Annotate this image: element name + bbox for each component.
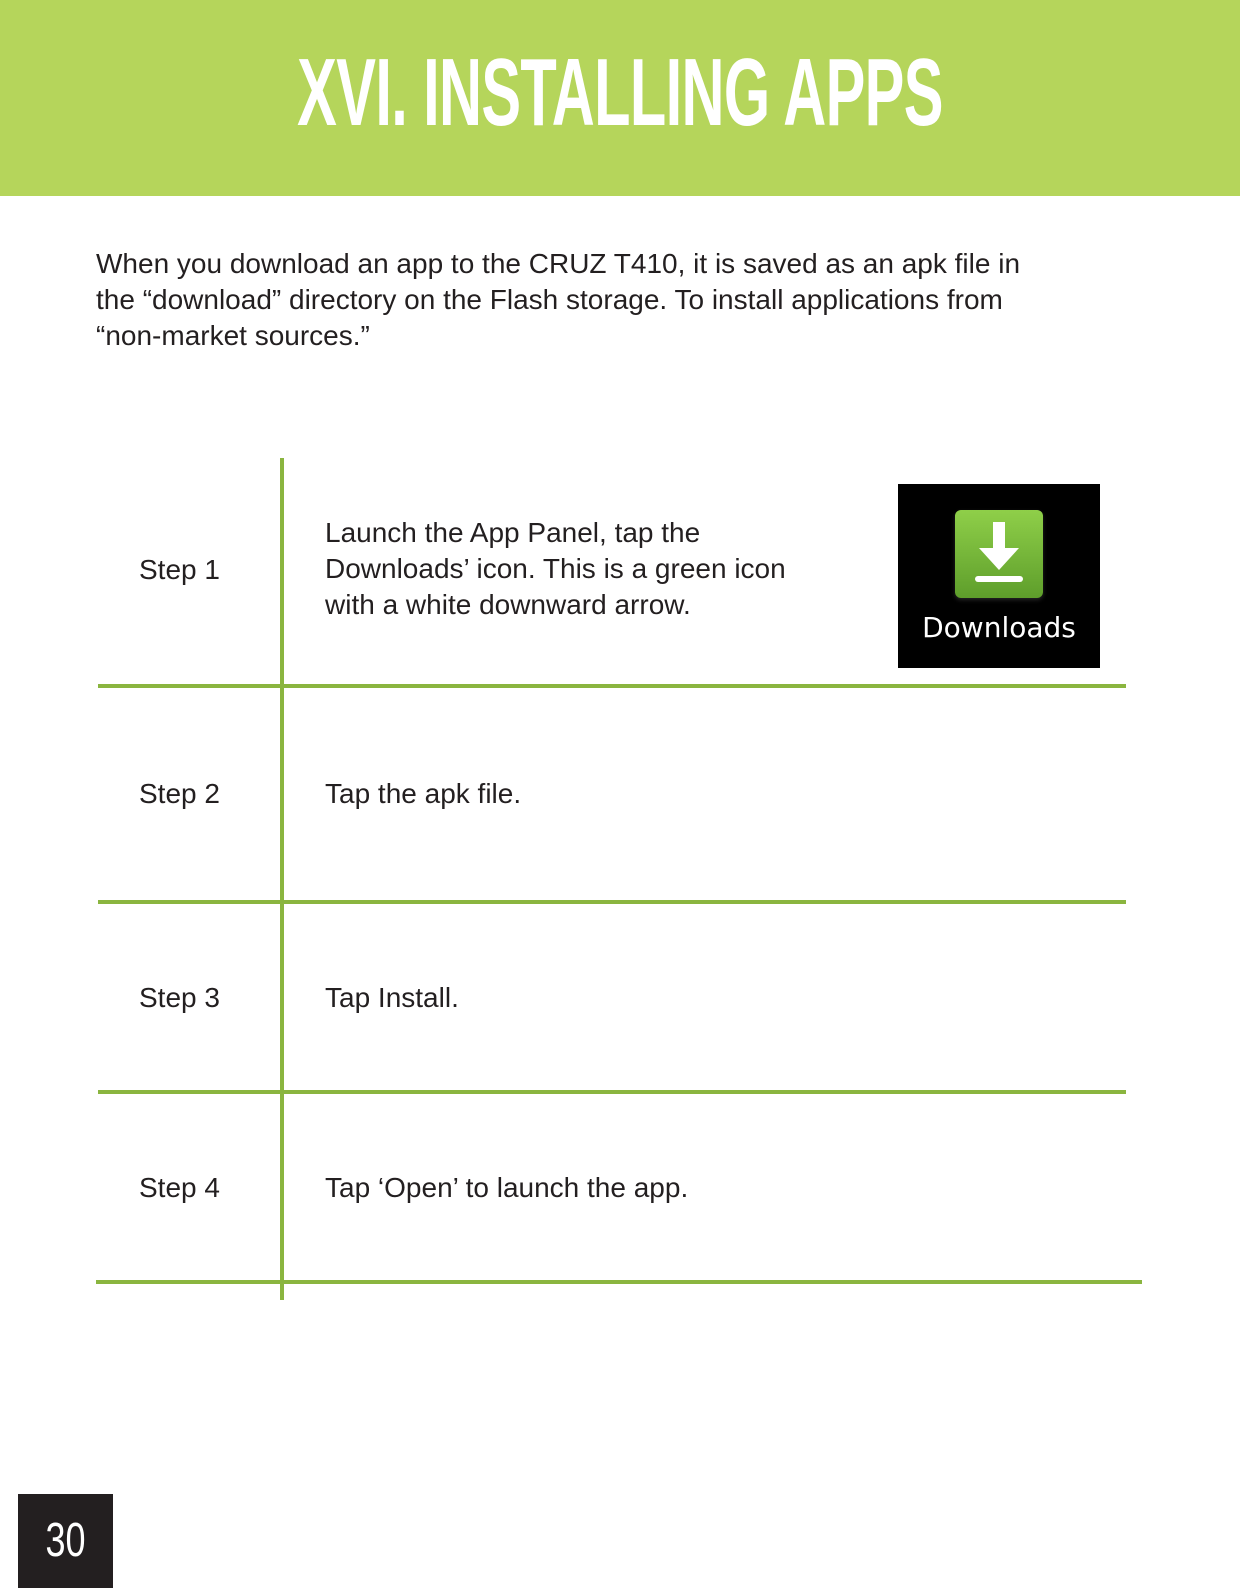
download-arrow-icon [955, 510, 1043, 598]
intro-line: the “download” directory on the Flash storage. To install applications from [96, 284, 1003, 315]
row-divider [96, 1280, 1142, 1284]
step-4-text-line: Tap ‘Open’ to launch the app. [325, 1172, 689, 1203]
step-3-label: Step 3 [139, 982, 220, 1013]
step-2-label: Step 2 [139, 778, 220, 809]
row-divider [98, 684, 1126, 688]
step-3-text [325, 980, 459, 1016]
step-2-text [325, 776, 521, 812]
downloads-caption: Downloads [922, 611, 1076, 644]
step-1-label: Step 1 [139, 554, 220, 585]
page-number: 30 [45, 1514, 86, 1567]
step-2-text-line: Tap the apk file. [325, 778, 522, 809]
intro-paragraph [96, 246, 1136, 354]
page-title: XVI. INSTALLING APPS [297, 39, 943, 146]
step-1-text [325, 515, 786, 623]
downloads-app-screenshot [898, 484, 1100, 668]
steps-table [96, 458, 1142, 1300]
header-band [0, 0, 1240, 196]
row-divider [98, 1090, 1126, 1094]
page-number-box [18, 1494, 113, 1588]
intro-line: When you download an app to the CRUZ T410, it is saved as an apk file in [96, 248, 1021, 279]
step-4-label: Step 4 [139, 1172, 220, 1203]
step-1-text-line: Downloads’ icon. This is a green icon [325, 553, 786, 584]
intro-line: “non-market sources.” [96, 320, 370, 351]
step-1-text-line: with a white downward arrow. [325, 589, 691, 620]
step-3-text-line: Tap Install. [325, 982, 459, 1013]
step-1-text-line: Launch the App Panel, tap the [325, 517, 701, 548]
column-divider [280, 458, 284, 1300]
step-4-text [325, 1170, 688, 1206]
row-divider [98, 900, 1126, 904]
